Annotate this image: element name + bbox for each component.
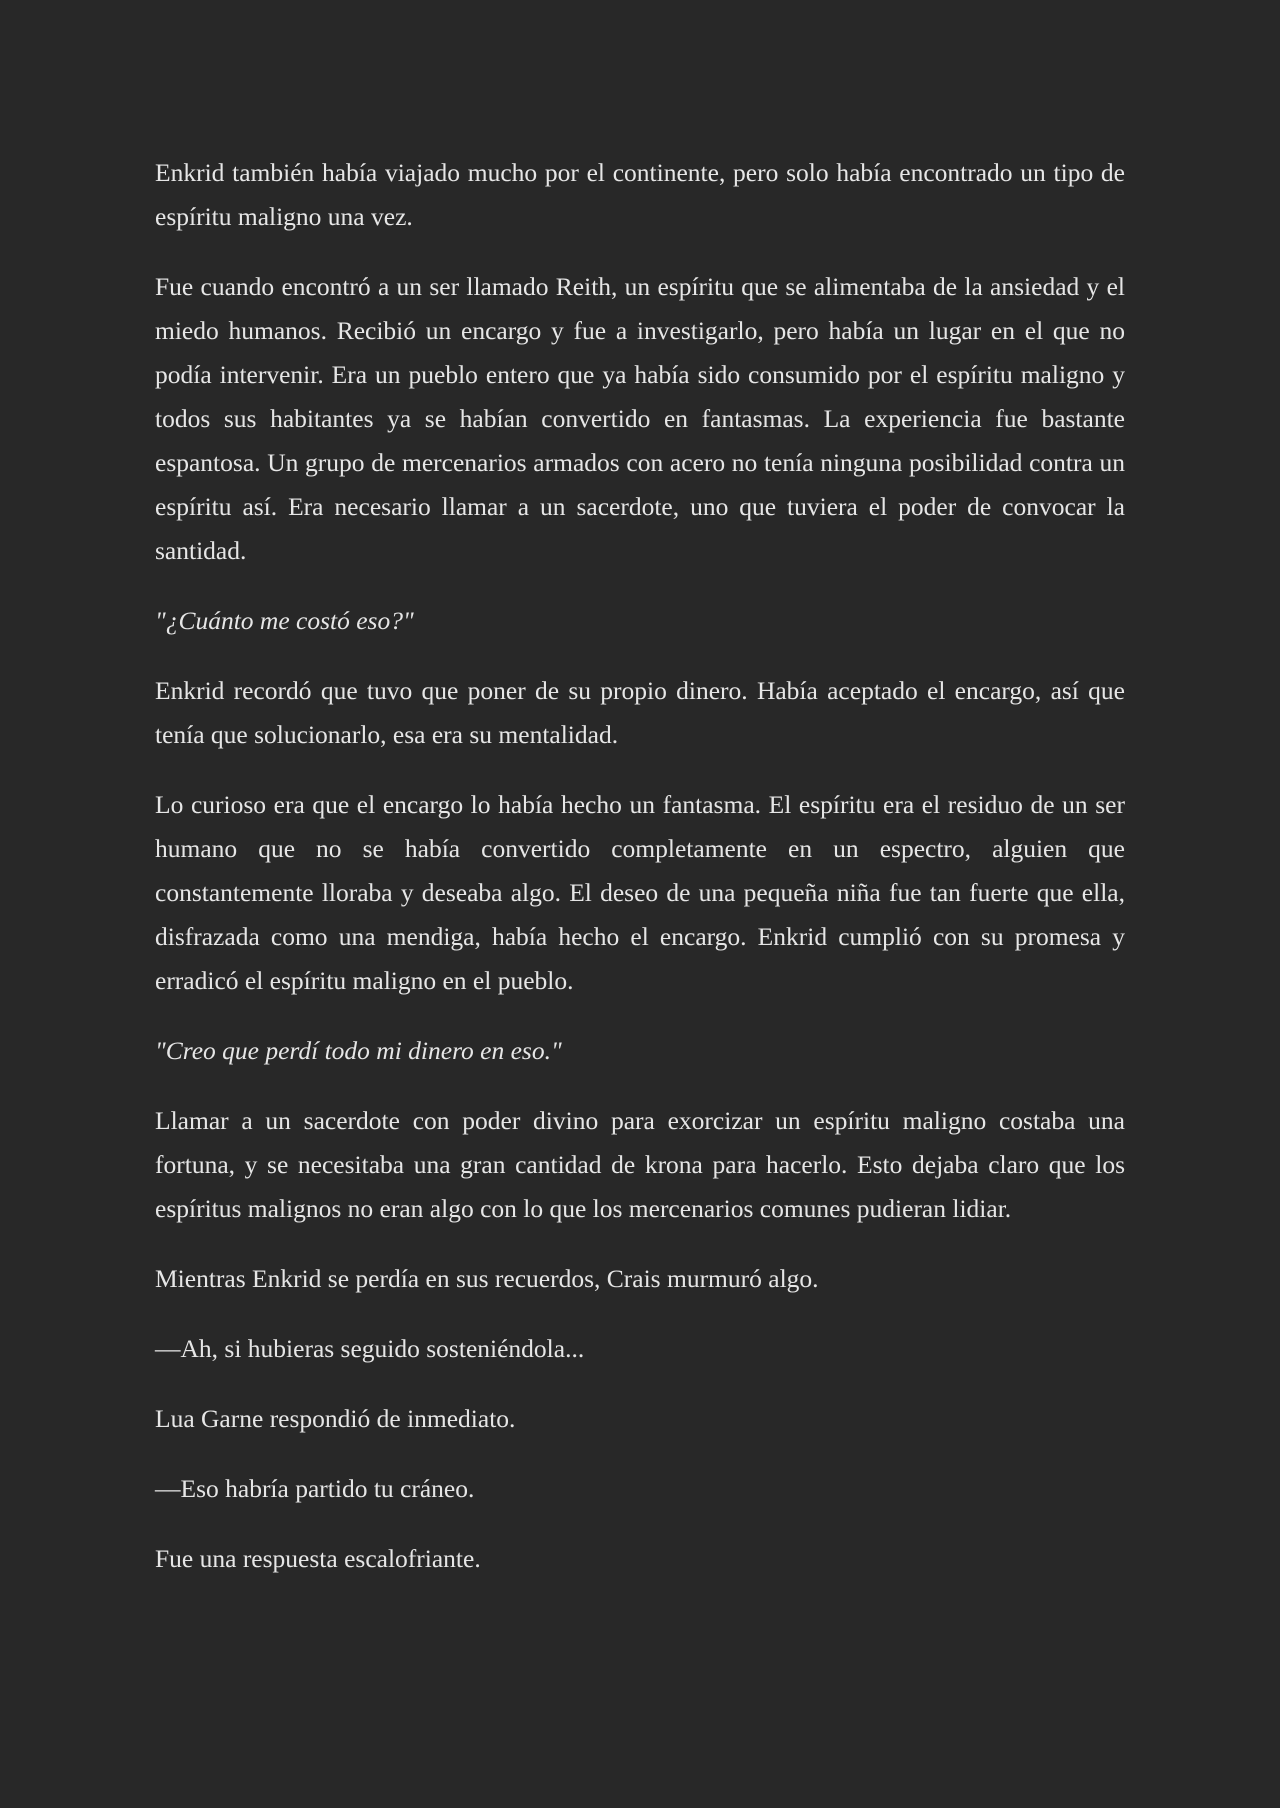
dialogue-paragraph: —Eso habría partido tu cráneo. bbox=[155, 1474, 475, 1503]
paragraph: Lo curioso era que el encargo lo había hecho un fantasma. El espíritu era el residuo de un ser humano que no se había convertido completamente en un espectro, alguien que constantemente lloraba y deseaba algo. El deseo de una pequeña niña fue tan fuerte que ella, disfrazada como una mendiga, había hecho el encargo. Enkrid cumplió con su promesa y erradicó el espíritu maligno en el pueblo. bbox=[155, 790, 1125, 995]
paragraph: Fue una respuesta escalofriante. bbox=[155, 1544, 481, 1573]
paragraph: Mientras Enkrid se perdía en sus recuerdos, Crais murmuró algo. bbox=[155, 1264, 819, 1293]
paragraph: Lua Garne respondió de inmediato. bbox=[155, 1404, 516, 1433]
dialogue-paragraph: —Ah, si hubieras seguido sosteniéndola... bbox=[155, 1334, 585, 1363]
chapter-text bbox=[155, 151, 1125, 1607]
thought-paragraph: "Creo que perdí todo mi dinero en eso." bbox=[155, 1036, 562, 1065]
thought-paragraph: "¿Cuánto me costó eso?" bbox=[155, 606, 414, 635]
paragraph: Enkrid recordó que tuvo que poner de su propio dinero. Había aceptado el encargo, así que tenía que solucionarlo, esa era su mentalidad. bbox=[155, 676, 1125, 749]
paragraph: Enkrid también había viajado mucho por el continente, pero solo había encontrado un tipo de espíritu maligno una vez. bbox=[155, 158, 1125, 231]
paragraph: Fue cuando encontró a un ser llamado Reith, un espíritu que se alimentaba de la ansiedad y el miedo humanos. Recibió un encargo y fue a investigarlo, pero había un lugar en el que no podía intervenir. Era un pueblo entero que ya había sido consumido por el espíritu maligno y todos sus habitantes ya se habían convertido en fantasmas. La experiencia fue bastante espantosa. Un grupo de mercenarios armados con acero no tenía ninguna posibilidad contra un espíritu así. Era necesario llamar a un sacerdote, uno que tuviera el poder de convocar la santidad. bbox=[155, 272, 1125, 565]
paragraph: Llamar a un sacerdote con poder divino para exorcizar un espíritu maligno costaba una fortuna, y se necesitaba una gran cantidad de krona para hacerlo. Esto dejaba claro que los espíritus malignos no eran algo con lo que los mercenarios comunes pudieran lidiar. bbox=[155, 1106, 1125, 1223]
